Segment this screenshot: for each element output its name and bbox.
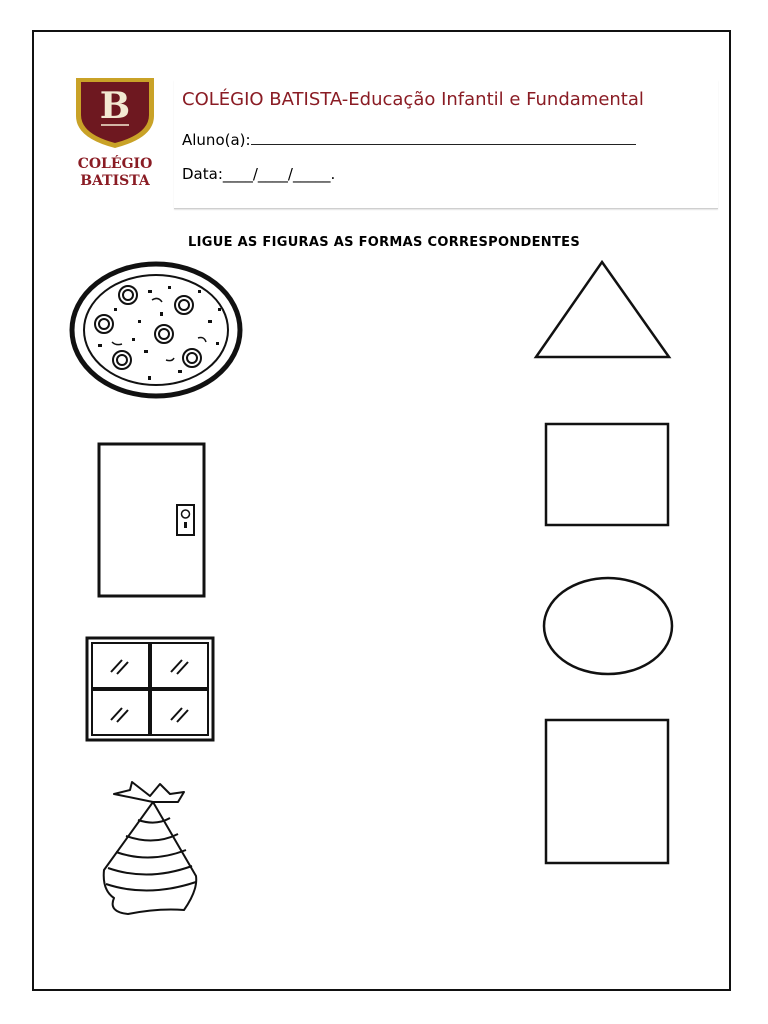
circle-shape <box>540 574 676 678</box>
shield-icon <box>68 72 162 150</box>
svg-text:B: B <box>99 85 131 127</box>
date-field[interactable]: Data:____/____/_____. <box>182 165 336 183</box>
pizza-image <box>68 260 244 400</box>
student-label: Aluno(a): <box>182 131 251 149</box>
logo-text-line2: BATISTA <box>80 173 150 189</box>
student-name-line[interactable] <box>251 130 636 145</box>
rectangle-shape <box>544 718 672 866</box>
instruction-text: LIGUE AS FIGURAS AS FORMAS CORRESPONDENTES <box>188 235 580 250</box>
door-image <box>96 442 208 598</box>
school-title: COLÉGIO BATISTA-Educação Infantil e Fundamental <box>182 89 644 110</box>
student-name-field[interactable] <box>182 130 636 149</box>
header-box <box>174 80 718 209</box>
school-logo <box>60 72 170 200</box>
logo-text-line1: COLÉGIO <box>77 156 153 172</box>
window-image <box>85 636 215 742</box>
party-hat-image <box>98 780 210 920</box>
square-shape <box>544 422 672 528</box>
triangle-shape <box>532 258 674 362</box>
